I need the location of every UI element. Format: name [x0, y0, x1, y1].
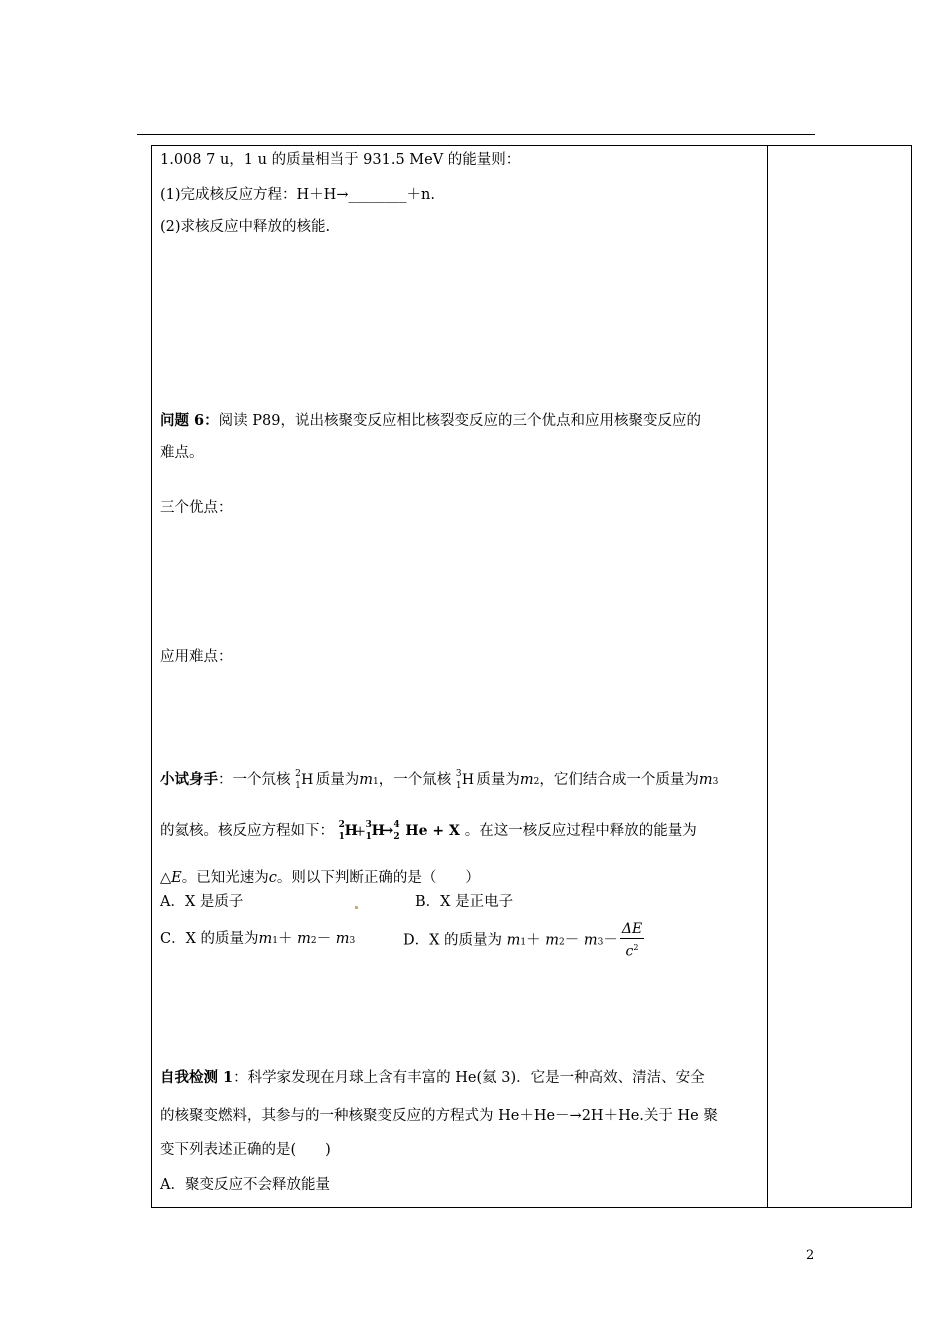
self-check-label: 自我检测 1 — [160, 1069, 234, 1086]
tritium-symbol: 3 1 H — [455, 769, 475, 791]
try-it-text-e: ，它们结合成一个质量为 — [539, 772, 699, 788]
content-table — [151, 145, 912, 1208]
option-a: A．X 是质子 — [160, 894, 244, 910]
question-6 — [160, 411, 701, 431]
table-column-divider — [767, 145, 768, 1208]
try-it-line-1: 小试身手：一个氘核 2 1 H 质量为m1，一个氚核 3 1 H 质量为m2，它们结合成一个质量为m3 — [160, 769, 719, 791]
reaction-energy-text: 。在这一核反应过程中释放的能量为 — [464, 823, 697, 839]
m1-symbol: m — [359, 772, 373, 788]
self-check-line-3: 变下列表述正确的是( ) — [160, 1142, 331, 1158]
try-it-text-a: ：一个氘核 — [218, 772, 291, 788]
marker-dot — [355, 906, 358, 909]
delta-e-over-c2: $\frac{\Delta E}{c^2}$ — [621, 921, 643, 960]
text-line-2: (1)完成核反应方程：H＋H→________＋n. — [160, 187, 435, 203]
reaction-intro: 的氦核。核反应方程如下： — [160, 823, 334, 839]
try-it-text-c: ，一个氚核 — [378, 772, 452, 788]
deuterium-symbol: 2 1 H — [295, 769, 314, 791]
self-check-option-a: A．聚变反应不会释放能量 — [160, 1177, 330, 1193]
question-6-cont: 难点。 — [160, 445, 204, 461]
reaction-equation: 2 1 H ＋ 3 1 H → 4 2 He + X — [338, 820, 460, 842]
difficulties-label: 应用难点： — [160, 649, 233, 665]
advantages-label: 三个优点： — [160, 500, 233, 516]
text-line-1: 1.008 7 u，1 u 的质量相当于 931.5 MeV 的能量则： — [160, 152, 521, 168]
option-b: B．X 是正电子 — [415, 894, 514, 910]
header-rule — [137, 134, 815, 135]
eq-helium: 4 2 — [393, 820, 400, 842]
try-it-label: 小试身手 — [160, 771, 218, 788]
question-6-text: 阅读 P89，说出核聚变反应相比核裂变反应的三个优点和应用核聚变反应的 — [218, 413, 701, 429]
eq-tritium: 3 1 H — [365, 820, 385, 842]
try-it-text-d: 质量为 — [476, 772, 520, 788]
eq-he-x: He + X — [405, 823, 460, 839]
option-d: D．X 的质量为 m1＋ m2－ m3－ $\frac{\Delta E}{c^2}$ — [403, 921, 643, 960]
option-c: C．X 的质量为m1＋ m2－ m3 — [160, 931, 356, 947]
page-number: 2 — [806, 1248, 815, 1263]
self-check-line-2: 的核聚变燃料，其参与的一种核聚变反应的方程式为 He＋He－→2H＋He.关于 He 聚 — [160, 1108, 718, 1124]
try-it-text-b: 质量为 — [315, 772, 360, 788]
try-it-line-2 — [160, 821, 697, 842]
question-6-label: 问题 6： — [160, 412, 219, 429]
self-check-line-1: 自我检测 1：科学家发现在月球上含有丰富的 He(氦 3)．它是一种高效、清洁、安全 — [160, 1069, 705, 1086]
eq-deuterium: 2 1 H — [338, 820, 358, 842]
try-it-line-3: △E。已知光速为c。则以下判断正确的是（ ） — [160, 870, 480, 886]
text-line-3: (2)求核反应中释放的核能. — [160, 219, 331, 235]
